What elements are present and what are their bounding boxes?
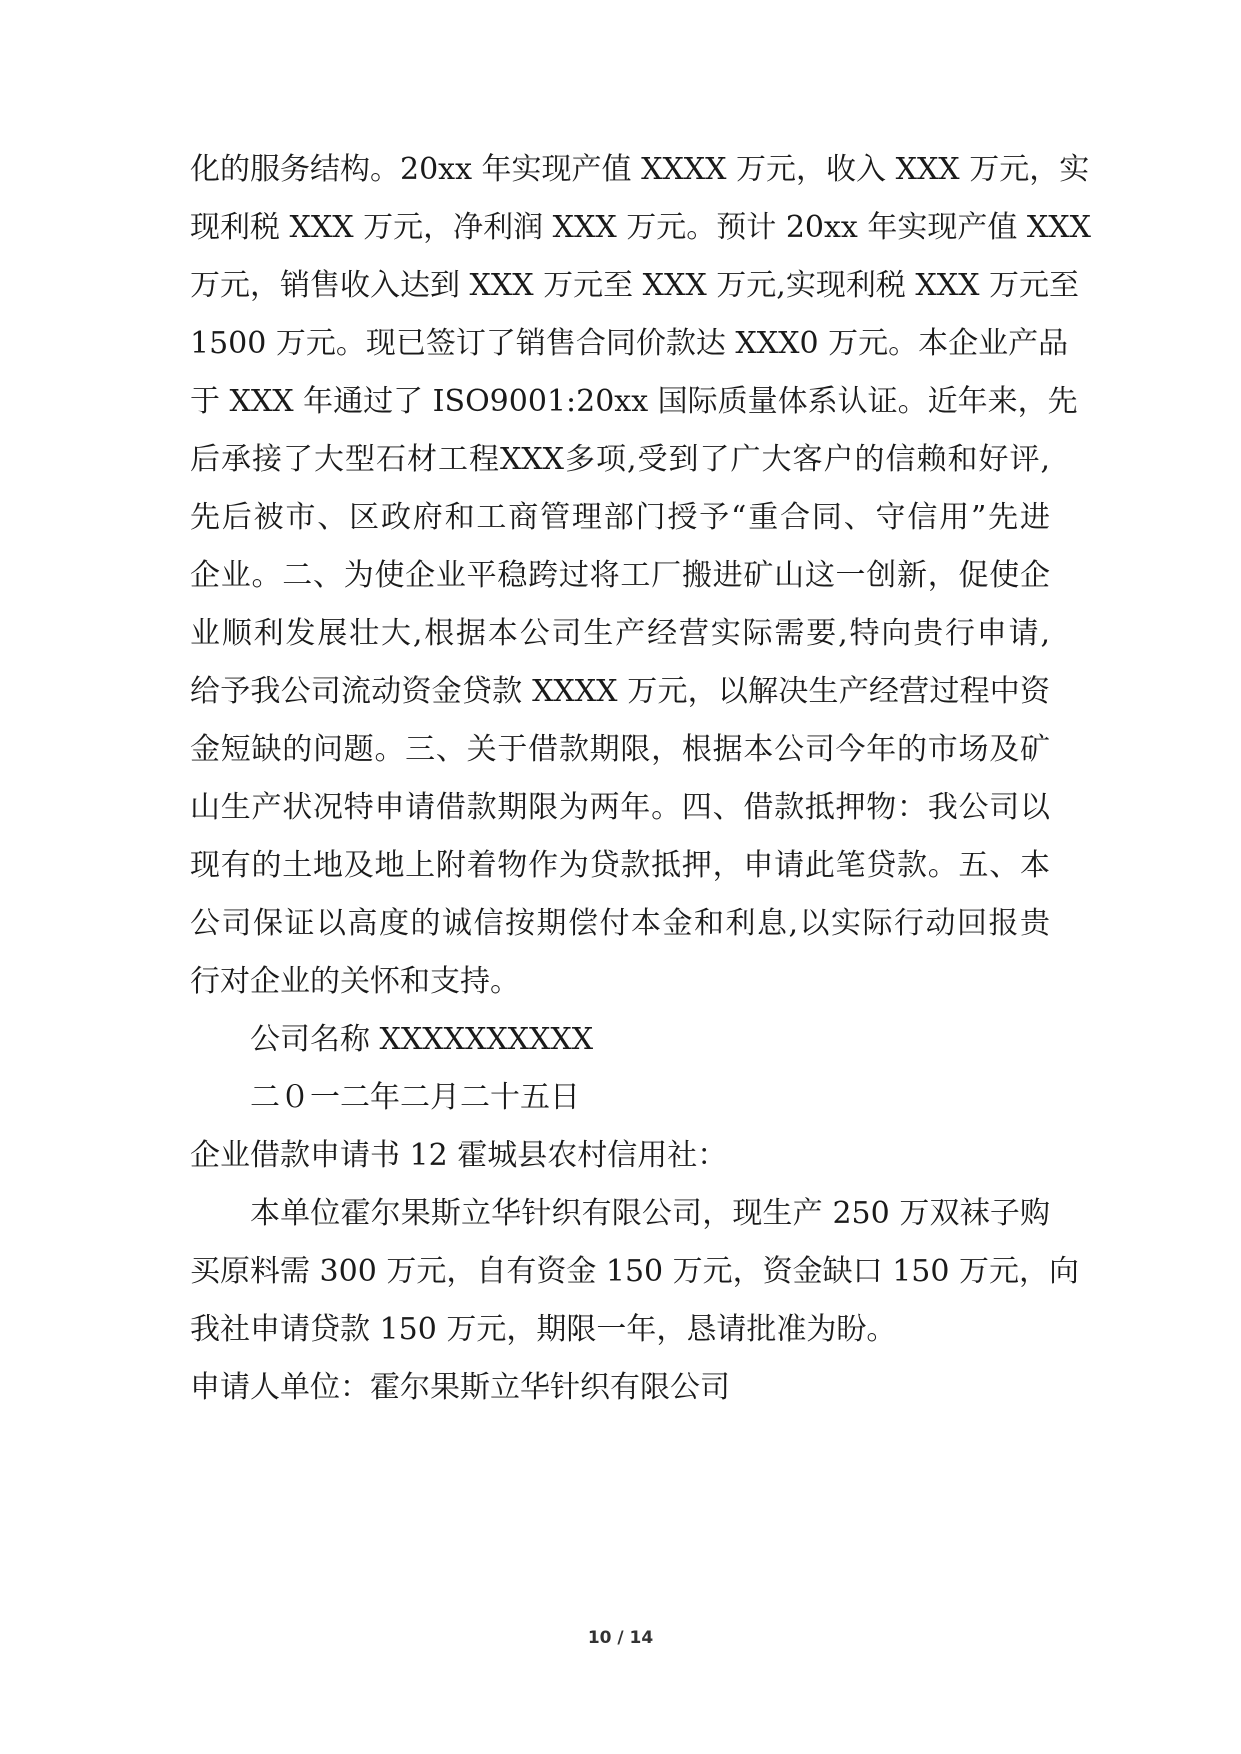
- signature-company: 公司名称 XXXXXXXXXX: [250, 1022, 594, 1057]
- body-line: 业顺利发展壮大,根据本公司生产经营实际需要,特向贵行申请,: [190, 616, 1050, 651]
- body-line: 先后被市、区政府和工商管理部门授予“重合同、守信用”先进: [190, 500, 1050, 535]
- body-line: 金短缺的问题。三、关于借款期限，根据本公司今年的市场及矿: [190, 732, 1050, 767]
- second-letter-line: 我社申请贷款 150 万元，期限一年，恳请批准为盼。: [190, 1312, 897, 1347]
- body-line: 于 XXX 年通过了 ISO9001:20xx 国际质量体系认证。近年来，先: [190, 384, 1078, 419]
- body-line: 现有的土地及地上附着物作为贷款抵押，申请此笔贷款。五、本: [190, 848, 1050, 883]
- body-line: 山生产状况特申请借款期限为两年。四、借款抵押物：我公司以: [190, 790, 1050, 825]
- body-line: 行对企业的关怀和支持。: [190, 964, 520, 999]
- body-line: 化的服务结构。20xx 年实现产值 XXXX 万元，收入 XXX 万元，实: [190, 152, 1090, 187]
- signature-date: 二０一二年二月二十五日: [250, 1080, 580, 1115]
- second-letter-line: 本单位霍尔果斯立华针织有限公司，现生产 250 万双袜子购: [250, 1196, 1050, 1231]
- applicant-line: 申请人单位：霍尔果斯立华针织有限公司: [190, 1370, 730, 1405]
- page-number: 10 / 14: [587, 1628, 654, 1648]
- body-line: 公司保证以高度的诚信按期偿付本金和利息,以实际行动回报贵: [190, 906, 1050, 941]
- body-line: 企业。二、为使企业平稳跨过将工厂搬进矿山这一创新，促使企: [190, 558, 1050, 593]
- body-line: 万元，销售收入达到 XXX 万元至 XXX 万元,实现利税 XXX 万元至: [190, 268, 1079, 303]
- body-line: 1500 万元。现已签订了销售合同价款达 XXX0 万元。本企业产品: [190, 326, 1069, 361]
- body-line: 给予我公司流动资金贷款 XXXX 万元，以解决生产经营过程中资: [190, 674, 1050, 709]
- body-line: 后承接了大型石材工程XXX多项,受到了广大客户的信赖和好评,: [190, 442, 1050, 477]
- body-line: 现利税 XXX 万元，净利润 XXX 万元。预计 20xx 年实现产值 XXX: [190, 210, 1091, 245]
- second-letter-line: 买原料需 300 万元，自有资金 150 万元，资金缺口 150 万元，向: [190, 1254, 1079, 1289]
- second-letter-heading: 企业借款申请书 12 霍城县农村信用社：: [190, 1138, 728, 1173]
